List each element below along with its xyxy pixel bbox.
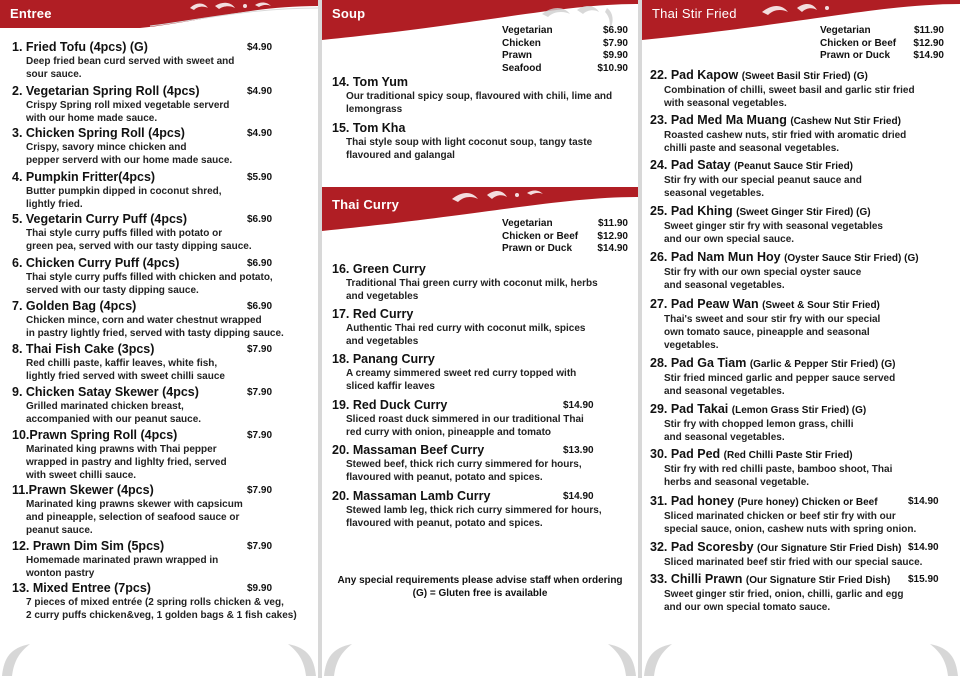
menu-item [650, 402, 956, 444]
menu-item-subtitle: (Our Signature Stir Fried Dish) [757, 543, 902, 554]
menu-item-description: and our own special sauce. [664, 234, 795, 245]
menu-item-name: 16. Green Curry [332, 262, 426, 276]
menu-item-description: flavoured with peanut, potato and spices. [346, 518, 543, 529]
menu-item-name: 25. Pad Khing [650, 204, 733, 218]
menu-item-description: pepper serverd with our home made sauce. [26, 155, 233, 166]
menu-item-name: 33. Chilli Prawn [650, 572, 743, 586]
menu-item-description: green pea, served with our tasty dipping sauce. [26, 241, 252, 252]
corner-ornament [0, 638, 40, 678]
menu-item-title [332, 121, 632, 136]
menu-item-subtitle: (Oyster Sauce Stir Fried) (G) [784, 253, 919, 264]
price-row [820, 50, 944, 63]
menu-item-subtitle: (Garlic & Pepper Stir Fried) (G) [749, 359, 896, 370]
price-option-value: $14.90 [913, 50, 944, 62]
menu-item-description: Stir fry with our special peanut sauce and [664, 175, 862, 186]
menu-item-title [650, 402, 956, 418]
menu-item [650, 113, 956, 155]
menu-item-price: $14.90 [908, 542, 939, 553]
corner-ornament [920, 638, 960, 678]
entree-panel [0, 0, 318, 678]
menu-item [650, 540, 956, 569]
menu-item-name: 8. Thai Fish Cake (3pcs) [12, 342, 155, 356]
menu-item-title [650, 356, 956, 372]
menu-item-description: Thai style curry puffs filled with potato or [26, 228, 223, 239]
menu-item-description: served with our tasty dipping sauce. [26, 285, 199, 296]
menu-item-description: sliced kaffir leaves [346, 381, 435, 392]
menu-item-description: Sweet ginger stir fried, onion, chilli, garlic and egg [664, 589, 904, 600]
curry-price-table [502, 218, 628, 256]
menu-item [12, 342, 312, 383]
menu-item [332, 262, 632, 303]
menu-item-description: with seasonal vegetables. [664, 98, 787, 109]
menu-item-description: flavoured and galangal [346, 150, 455, 161]
menu-item-description: Sliced marinated beef stir fried with our special sauce. [664, 557, 923, 568]
price-row [502, 218, 628, 231]
menu-item [12, 428, 312, 482]
menu-item-description: with our home made sauce. [26, 113, 158, 124]
menu-item-name: 31. Pad honey [650, 494, 735, 508]
price-option-name: Chicken [502, 37, 541, 49]
soup-price-table [502, 25, 628, 75]
price-option-value: $11.90 [913, 25, 944, 36]
menu-item-description: Deep fried bean curd served with sweet and [26, 56, 235, 67]
menu-item-subtitle: (Cashew Nut Stir Fried) [790, 116, 901, 127]
menu-item-description: A creamy simmered sweet red curry topped with [346, 368, 577, 379]
price-option-value: $7.90 [602, 37, 628, 49]
price-row [820, 25, 944, 38]
menu-item-description: Butter pumpkin dipped in coconut shred, [26, 186, 222, 197]
price-row [502, 63, 628, 76]
menu-item-price: $4.90 [247, 86, 273, 97]
menu-item [650, 250, 956, 292]
menu-item-name: 1. Fried Tofu (4pcs) (G) [12, 40, 148, 54]
menu-item-description: vegetables. [664, 340, 719, 351]
menu-item-title [650, 297, 956, 313]
corner-ornament [322, 638, 362, 678]
price-option-name: Chicken or Beef [820, 37, 897, 49]
price-option-value: $9.90 [602, 50, 628, 62]
corner-ornament [598, 638, 638, 678]
menu-item-name: 27. Pad Peaw Wan [650, 297, 759, 311]
price-option-name: Prawn or Duck [820, 50, 891, 62]
stirfry-panel [642, 0, 960, 678]
menu-item-description: and vegetables [346, 291, 419, 302]
menu-item [650, 204, 956, 246]
menu-item-subtitle: (Peanut Sauce Stir Fried) [734, 161, 854, 172]
menu-item [12, 212, 312, 253]
menu-item-title [650, 158, 956, 174]
menu-item [332, 398, 632, 439]
menu-item-description: Stir fried minced garlic and pepper sauce served [664, 373, 896, 384]
menu-item [12, 256, 312, 297]
menu-item-name: 6. Chicken Curry Puff (4pcs) [12, 256, 180, 270]
menu-item-description: Red chilli paste, kaffir leaves, white fish, [26, 358, 218, 369]
menu-item [332, 75, 632, 116]
section-title-curry: Thai Curry [332, 197, 400, 212]
price-option-value: $10.90 [597, 62, 628, 74]
menu-item-description: Marinated king prawns skewer with capsicum [26, 499, 243, 510]
menu-item-name: 20. Massaman Beef Curry [332, 443, 485, 457]
menu-item-name: 2. Vegetarian Spring Roll (4pcs) [12, 84, 200, 98]
menu-item-description: 7 pieces of mixed entrée (2 spring rolls chicken & veg, [26, 597, 284, 608]
menu-item-price: $14.90 [563, 400, 594, 411]
price-row [502, 50, 628, 63]
menu-item-subtitle: (Lemon Grass Stir Fried) (G) [731, 405, 867, 416]
menu-item [650, 356, 956, 398]
menu-item [12, 84, 312, 125]
price-row [820, 38, 944, 51]
menu-item-price: $6.90 [247, 301, 273, 312]
menu-item [12, 483, 312, 537]
menu-item [332, 352, 632, 393]
section-title-entree: Entree [10, 6, 52, 21]
menu-item-name: 7. Golden Bag (4pcs) [12, 299, 137, 313]
menu-item-description: Crispy Spring roll mixed vegetable serverd [26, 100, 230, 111]
menu-item-description: and seasonal vegetables. [664, 280, 785, 291]
price-option-name: Vegetarian [502, 218, 553, 229]
menu-item-description: special sauce, onion, cashew nuts with spring onion. [664, 524, 917, 535]
menu-item-description: herbs and seasonal vegetable. [664, 477, 810, 488]
menu-item-price: $5.90 [247, 172, 273, 183]
price-option-name: Vegetarian [502, 25, 553, 36]
menu-item-description: Stewed lamb leg, thick rich curry simmered for hours, [346, 505, 602, 516]
menu-item [650, 68, 956, 110]
price-option-value: $12.90 [913, 37, 944, 49]
menu-item-name: 18. Panang Curry [332, 352, 435, 366]
menu-item-title [650, 113, 956, 129]
menu-item [12, 385, 312, 426]
menu-item [12, 170, 312, 211]
menu-item-price: $15.90 [908, 574, 939, 585]
menu-item-subtitle: (Red Chilli Paste Stir Fried) [723, 450, 853, 461]
menu-item-description: flavoured with peanut, potato and spices. [346, 472, 543, 483]
price-option-value: $14.90 [597, 243, 628, 255]
menu-item [12, 581, 312, 622]
menu-item-subtitle: (Pure honey) Chicken or Beef [737, 497, 878, 508]
menu-item-description: in pastry lightly fried, served with tasty dipping sauce. [26, 328, 284, 339]
menu-item [332, 443, 632, 484]
menu-item-subtitle: (Our Signature Stir Fried Dish) [745, 575, 891, 586]
menu-item-name: 3. Chicken Spring Roll (4pcs) [12, 126, 185, 140]
menu-item [12, 40, 312, 81]
price-option-name: Vegetarian [820, 25, 871, 36]
menu-item-description: Sliced roast duck simmered in our traditional Thai [346, 414, 584, 425]
menu-item-description: peanut sauce. [26, 525, 93, 536]
menu-item-name: 22. Pad Kapow [650, 68, 739, 82]
menu-item-name: 29. Pad Takai [650, 402, 729, 416]
menu-item-price: $4.90 [247, 42, 273, 53]
menu-item-description: Stir fry with our own special oyster sauce [664, 267, 862, 278]
menu-item-description: Stir fry with chopped lemon grass, chilli [664, 419, 854, 430]
menu-item-name: 30. Pad Ped [650, 447, 721, 461]
menu-item-description: Traditional Thai green curry with coconut milk, herbs [346, 278, 598, 289]
menu-item-name: 28. Pad Ga Tiam [650, 356, 747, 370]
menu-item-title [650, 447, 956, 463]
menu-item-title [650, 68, 956, 84]
menu-item-description: and seasonal vegetables. [664, 432, 785, 443]
price-option-name: Prawn [502, 50, 533, 62]
price-row [502, 243, 628, 256]
menu-item-description: Homemade marinated prawn wrapped in [26, 555, 219, 566]
menu-item-description: lemongrass [346, 104, 403, 115]
menu-item-price: $7.90 [247, 387, 273, 398]
menu-item-description: Chicken mince, corn and water chestnut wrapped [26, 315, 262, 326]
menu-item-description: Sweet ginger stir fry with seasonal vegetables [664, 221, 883, 232]
menu-item-name: 12. Prawn Dim Sim (5pcs) [12, 539, 165, 553]
price-row [502, 38, 628, 51]
entree-banner [0, 0, 318, 30]
menu-item [332, 489, 632, 530]
price-option-value: $6.90 [602, 25, 628, 36]
menu-item-description: and our own special tomato sauce. [664, 602, 831, 613]
menu-item-name: 20. Massaman Lamb Curry [332, 489, 491, 503]
menu-item-name: 19. Red Duck Curry [332, 398, 448, 412]
menu-item-price: $13.90 [563, 445, 594, 456]
gluten-free-note: (G) = Gluten free is available [412, 588, 548, 599]
menu-item-description: Thai style curry puffs filled with chicken and potato, [26, 272, 273, 283]
menu-item [332, 121, 632, 162]
menu-item-price: $14.90 [908, 496, 939, 507]
menu-item-description: Stewed beef, thick rich curry simmered for hours, [346, 459, 582, 470]
menu-item-name: 13. Mixed Entree (7pcs) [12, 581, 151, 595]
menu-item-title [650, 250, 956, 266]
menu-item-name: 26. Pad Nam Mun Hoy [650, 250, 781, 264]
menu-item-name: 15. Tom Kha [332, 121, 406, 135]
menu-item-description: Crispy, savory mince chicken and [26, 142, 187, 153]
section-title-stirfry: Thai Stir Fried [652, 6, 737, 21]
menu-item-description: Sliced marinated chicken or beef stir fry with our [664, 511, 896, 522]
menu-item [650, 494, 956, 536]
note-line: Any special requirements please advise staff when ordering [337, 575, 623, 586]
menu-item-name: 9. Chicken Satay Skewer (4pcs) [12, 385, 199, 399]
menu-item-description: Marinated king prawns with Thai pepper [26, 444, 217, 455]
menu-item-name: 23. Pad Med Ma Muang [650, 113, 787, 127]
menu-item [650, 447, 956, 489]
menu-item-price: $7.90 [247, 344, 273, 355]
menu-item-name: 17. Red Curry [332, 307, 414, 321]
special-requirements-note [322, 574, 638, 600]
price-option-value: $12.90 [597, 230, 628, 242]
menu-item-description: Thai's sweet and sour stir fry with our special [664, 314, 881, 325]
menu-item-description: Stir fry with red chilli paste, bamboo shoot, Thai [664, 464, 893, 475]
price-option-name: Prawn or Duck [502, 243, 573, 255]
menu-item-title [650, 204, 956, 220]
menu-item [650, 572, 956, 614]
menu-item [332, 307, 632, 348]
menu-item-name: 5. Vegetarin Curry Puff (4pcs) [12, 212, 188, 226]
menu-item-description: sour sauce. [26, 69, 82, 80]
menu-item-description: red curry with onion, pineapple and tomato [346, 427, 552, 438]
menu-item-name: 14. Tom Yum [332, 75, 408, 89]
menu-item-price: $7.90 [247, 485, 273, 496]
menu-item-title [332, 75, 632, 90]
menu-item-price: $9.90 [247, 583, 273, 594]
price-row [502, 231, 628, 244]
menu-item-description: and vegetables [346, 336, 419, 347]
menu-item [12, 539, 312, 580]
menu-item-name: 4. Pumpkin Fritter(4pcs) [12, 170, 156, 184]
menu-item-description: own tomato sauce, pineapple and seasonal [664, 327, 870, 338]
price-option-value: $11.90 [597, 218, 628, 229]
price-row [502, 25, 628, 38]
menu-item-description: chilli paste and seasonal vegetables. [664, 143, 840, 154]
stirfry-price-table [820, 25, 944, 63]
price-option-name: Seafood [502, 62, 542, 74]
menu-item-title [332, 352, 632, 367]
menu-item-description: Roasted cashew nuts, stir fried with aromatic dried [664, 130, 907, 141]
menu-item-price: $7.90 [247, 541, 273, 552]
menu-item-price: $14.90 [563, 491, 594, 502]
menu-item-description: lightly fried served with sweet chilli sauce [26, 371, 225, 382]
menu-item-title [332, 262, 632, 277]
menu-item-description: 2 curry puffs chicken&veg, 1 golden bags & 1 fish cakes) [26, 610, 297, 621]
menu-item [650, 158, 956, 200]
menu-item-subtitle: (Sweet & Sour Stir Fried) [762, 300, 880, 311]
menu-item-description: Our traditional spicy soup, flavoured with chili, lime and [346, 91, 613, 102]
soup-curry-panel [322, 0, 638, 678]
menu-item-name: 24. Pad Satay [650, 158, 731, 172]
corner-ornament [642, 638, 682, 678]
menu-item-description: seasonal vegetables. [664, 188, 765, 199]
menu-item [650, 297, 956, 352]
menu-item-description: with sweet chilli sauce. [26, 470, 137, 481]
menu-item-subtitle: (Sweet Basil Stir Fried) (G) [741, 71, 868, 82]
menu-item-description: and pineapple, selection of seafood sauce or [26, 512, 240, 523]
menu-item-description: lightly fried. [26, 199, 83, 210]
menu-item-price: $7.90 [247, 430, 273, 441]
menu-item-subtitle: (Sweet Ginger Stir Fired) (G) [736, 207, 871, 218]
menu-item-price: $6.90 [247, 258, 273, 269]
menu-item-price: $4.90 [247, 128, 273, 139]
menu-item-price: $6.90 [247, 214, 273, 225]
menu-item-description: Thai style soup with light coconut soup, tangy taste [346, 137, 593, 148]
price-option-name: Chicken or Beef [502, 230, 579, 242]
menu-item-description: wrapped in pastry and lighlty fried, served [26, 457, 227, 468]
menu-item-title [332, 307, 632, 322]
menu-item-description: wonton pastry [26, 568, 95, 579]
corner-ornament [278, 638, 318, 678]
menu-item-name: 11.Prawn Skewer (4pcs) [12, 483, 154, 497]
menu-item [12, 299, 312, 340]
menu-item-description: Grilled marinated chicken breast, [26, 401, 184, 412]
menu-item [12, 126, 312, 167]
menu-item-description: Authentic Thai red curry with coconut milk, spices [346, 323, 586, 334]
section-title-soup: Soup [332, 6, 366, 21]
menu-item-name: 32. Pad Scoresby [650, 540, 754, 554]
menu-item-description: Combination of chilli, sweet basil and garlic stir fried [664, 85, 915, 96]
menu-item-description: accompanied with our peanut sauce. [26, 414, 202, 425]
menu-item-description: and seasonal vegetables. [664, 386, 785, 397]
menu-item-name: 10.Prawn Spring Roll (4pcs) [12, 428, 178, 442]
